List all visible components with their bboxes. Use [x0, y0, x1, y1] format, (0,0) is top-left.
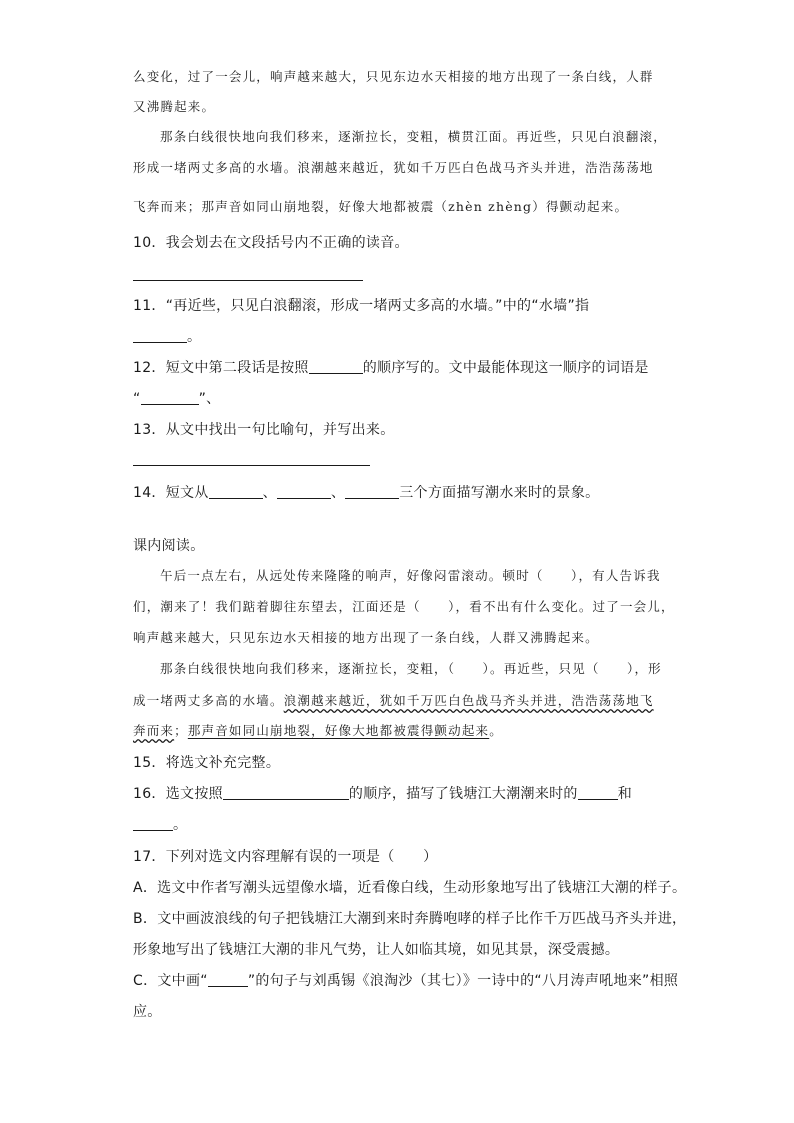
passage-line: 们，潮来了！我们踮着脚往东望去，江面还是（ ），看不出有什么变化。过了一会儿， — [133, 599, 675, 614]
question-16-text: 和 — [617, 786, 633, 802]
question-16-end: 。 — [173, 817, 188, 833]
answer-blank-14a[interactable] — [209, 484, 263, 499]
question-14-text: 三个方面描写潮水来时的景象。 — [399, 485, 600, 501]
answer-blank-16a[interactable] — [223, 785, 349, 800]
question-12-text: 的顺序写的。文中最能体现这一顺序的词语是 — [362, 360, 649, 376]
question-17: 17．下列对选文内容理解有误的一项是（ ） — [133, 849, 438, 865]
question-11-end: 。 — [187, 329, 202, 345]
question-14-text: 14．短文从 — [133, 485, 209, 501]
question-16-text: 16．选文按照 — [133, 786, 223, 802]
passage-line: 响声越来越大，只见东边水天相接的地方出现了一条白线，人群又沸腾起来。 — [133, 630, 599, 645]
answer-blank-16b[interactable] — [578, 785, 618, 800]
answer-blank-16c[interactable] — [133, 816, 173, 831]
answer-blank-17c[interactable] — [208, 972, 248, 987]
separator: ； — [174, 723, 188, 738]
passage-line: 午后一点左右，从远处传来隆隆的响声，好像闷雷滚动。顿时（ ），有人告诉我 — [160, 568, 661, 583]
answer-blank-12a[interactable] — [309, 359, 363, 374]
option-b[interactable]: B．文中画波浪线的句子把钱塘江大潮到来时奔腾咆哮的样子比作千万匹战马齐头并进， — [133, 911, 687, 927]
question-16-text: 的顺序，描写了钱塘江大潮潮来时的 — [348, 786, 578, 802]
plain-text: 成一堵两丈多高的水墙。 — [133, 693, 284, 708]
option-c[interactable] — [133, 970, 678, 992]
passage-line: 那条白线很快地向我们移来，逐渐拉长，变粗，（ ）。再近些，只见（ ），形 — [160, 661, 662, 676]
period: 。 — [489, 723, 503, 738]
question-12-cont — [133, 388, 220, 410]
question-13: 13．从文中找出一句比喻句，并写出来。 — [133, 422, 395, 438]
question-12 — [133, 357, 649, 379]
question-14 — [133, 482, 599, 504]
option-c-cont: 应。 — [133, 1004, 162, 1020]
question-11-cont — [133, 326, 201, 348]
question-15: 15．将选文补充完整。 — [133, 755, 281, 771]
question-11: 11．“再近些，只见白浪翻滚，形成一堵两丈多高的水墙。”中的“水墙”指 — [133, 298, 590, 314]
wavy-underlined-sentence: 奔而来 — [133, 723, 175, 738]
answer-blank-12b[interactable] — [141, 390, 199, 405]
underlined-sentence: 那声音如同山崩地裂，好像大地都被震得颤动起来 — [187, 723, 490, 738]
answer-blank-14b[interactable] — [277, 484, 331, 499]
option-a[interactable]: A．选文中作者写潮头远望像水墙，近看像白线，生动形象地写出了钱塘江大潮的样子。 — [133, 880, 687, 896]
quote-close: ”、 — [198, 391, 221, 407]
answer-line-10[interactable] — [133, 280, 363, 281]
passage-line: 那条白线很快地向我们移来，逐渐拉长，变粗，横贯江面。再近些，只见白浪翻滚， — [160, 129, 667, 144]
answer-blank-11[interactable] — [133, 328, 187, 343]
option-c-text: ”的句子与刘禹锡《浪淘沙（其七）》一诗中的“八月涛声吼地来”相照 — [247, 973, 679, 989]
separator: 、 — [330, 485, 346, 501]
wavy-underlined-sentence: 浪潮越来越近，犹如千万匹白色战马齐头并进，浩浩荡荡地飞 — [283, 693, 654, 708]
passage-line: 飞奔而来；那声音如同山崩地裂，好像大地都被震（zhèn zhèng）得颤动起来。 — [133, 199, 629, 214]
passage-line — [133, 690, 654, 712]
passage-line — [133, 720, 503, 742]
answer-blank-14c[interactable] — [345, 484, 399, 499]
question-16 — [133, 783, 632, 805]
section-heading: 课内阅读。 — [133, 538, 205, 554]
passage-line: 么变化，过了一会儿，响声越来越大，只见东边水天相接的地方出现了一条白线，人群 — [133, 69, 654, 84]
question-10: 10．我会划去在文段括号内不正确的读音。 — [133, 235, 409, 251]
quote-open: “ — [133, 391, 141, 407]
answer-line-13[interactable] — [133, 465, 370, 466]
separator: 、 — [262, 485, 277, 501]
option-b-cont: 形象地写出了钱塘江大潮的非凡气势，让人如临其境，如见其景，深受震撼。 — [133, 942, 620, 958]
option-c-text: C．文中画“ — [133, 973, 208, 989]
passage-line: 又沸腾起来。 — [133, 99, 216, 114]
passage-line: 形成一堵两丈多高的水墙。浪潮越来越近，犹如千万匹白色战马齐头并进，浩浩荡荡地 — [133, 160, 654, 175]
question-12-text: 12．短文中第二段话是按照 — [133, 360, 309, 376]
question-16-cont — [133, 814, 187, 836]
